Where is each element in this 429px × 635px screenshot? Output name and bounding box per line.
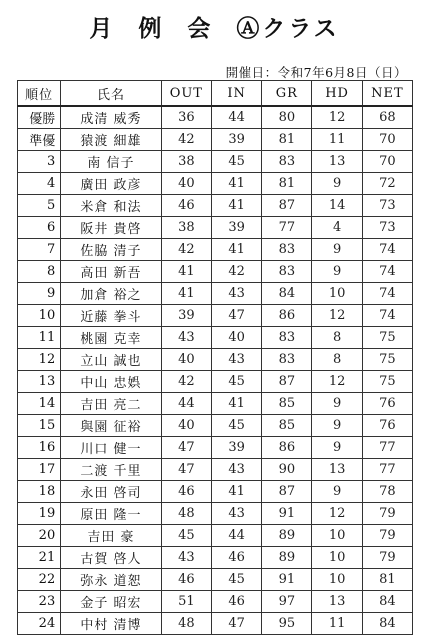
table-row (18, 349, 413, 371)
table-row (18, 327, 413, 349)
cell-name: 南 信子 (61, 151, 162, 173)
cell-rank: 19 (18, 503, 61, 525)
header-out: OUT (161, 81, 211, 107)
cell-rank: 準優 (18, 129, 61, 151)
cell-gr: 91 (262, 503, 312, 525)
header-name: 氏名 (61, 81, 162, 107)
cell-out: 39 (161, 305, 211, 327)
cell-out: 47 (161, 459, 211, 481)
header-row (18, 81, 413, 107)
cell-in: 47 (211, 305, 261, 327)
cell-gr: 77 (262, 217, 312, 239)
table-row (18, 173, 413, 195)
cell-gr: 83 (262, 261, 312, 283)
cell-name: 近藤 拳斗 (61, 305, 162, 327)
cell-gr: 89 (262, 547, 312, 569)
cell-name: 立山 誠也 (61, 349, 162, 371)
cell-net: 74 (362, 305, 412, 327)
table-row (18, 481, 413, 503)
cell-in: 45 (211, 415, 261, 437)
cell-net: 74 (362, 283, 412, 305)
cell-hd: 4 (312, 217, 362, 239)
table-row (18, 283, 413, 305)
cell-in: 46 (211, 547, 261, 569)
cell-hd: 14 (312, 195, 362, 217)
table-row (18, 217, 413, 239)
cell-net: 77 (362, 437, 412, 459)
cell-rank: 18 (18, 481, 61, 503)
cell-name: 金子 昭宏 (61, 591, 162, 613)
table-row (18, 525, 413, 547)
cell-gr: 83 (262, 349, 312, 371)
cell-hd: 9 (312, 173, 362, 195)
cell-out: 40 (161, 349, 211, 371)
cell-rank: 23 (18, 591, 61, 613)
cell-name: 吉田 豪 (61, 525, 162, 547)
cell-out: 48 (161, 613, 211, 635)
cell-in: 40 (211, 327, 261, 349)
cell-out: 48 (161, 503, 211, 525)
cell-in: 41 (211, 239, 261, 261)
cell-rank: 20 (18, 525, 61, 547)
table-row (18, 613, 413, 635)
cell-name: 高田 新吾 (61, 261, 162, 283)
cell-rank: 22 (18, 569, 61, 591)
cell-hd: 8 (312, 349, 362, 371)
cell-rank: 16 (18, 437, 61, 459)
cell-net: 75 (362, 371, 412, 393)
cell-net: 76 (362, 415, 412, 437)
cell-hd: 12 (312, 305, 362, 327)
cell-rank: 13 (18, 371, 61, 393)
cell-hd: 9 (312, 261, 362, 283)
cell-rank: 15 (18, 415, 61, 437)
table-row (18, 129, 413, 151)
cell-out: 46 (161, 569, 211, 591)
cell-out: 43 (161, 327, 211, 349)
cell-gr: 87 (262, 371, 312, 393)
cell-net: 70 (362, 129, 412, 151)
cell-net: 84 (362, 613, 412, 635)
cell-name: 吉田 亮二 (61, 393, 162, 415)
cell-gr: 83 (262, 151, 312, 173)
cell-in: 46 (211, 591, 261, 613)
table-row (18, 591, 413, 613)
header-rank: 順位 (18, 81, 61, 107)
cell-name: 中村 清博 (61, 613, 162, 635)
table-row (18, 305, 413, 327)
cell-hd: 9 (312, 393, 362, 415)
cell-rank: 9 (18, 283, 61, 305)
cell-name: 桃園 克幸 (61, 327, 162, 349)
title-text: 月 例 会 (89, 15, 220, 42)
cell-hd: 13 (312, 591, 362, 613)
cell-in: 47 (211, 613, 261, 635)
cell-gr: 80 (262, 106, 312, 129)
cell-name: 阪井 貴啓 (61, 217, 162, 239)
cell-out: 41 (161, 283, 211, 305)
results-body (18, 106, 413, 635)
cell-gr: 89 (262, 525, 312, 547)
cell-name: 佐脇 清子 (61, 239, 162, 261)
cell-out: 43 (161, 547, 211, 569)
event-date: 開催日：令和7年6月8日（日） (225, 65, 407, 80)
cell-name: 弥永 道恕 (61, 569, 162, 591)
cell-hd: 9 (312, 239, 362, 261)
table-row (18, 415, 413, 437)
cell-net: 79 (362, 547, 412, 569)
table-row (18, 195, 413, 217)
cell-rank: 10 (18, 305, 61, 327)
cell-rank: 21 (18, 547, 61, 569)
cell-net: 73 (362, 195, 412, 217)
cell-in: 45 (211, 371, 261, 393)
cell-net: 70 (362, 151, 412, 173)
cell-net: 79 (362, 503, 412, 525)
page-title (0, 10, 429, 43)
class-label: Ⓐクラス (236, 15, 340, 42)
cell-in: 41 (211, 481, 261, 503)
table-row (18, 239, 413, 261)
cell-out: 41 (161, 261, 211, 283)
cell-rank: 17 (18, 459, 61, 481)
cell-in: 41 (211, 393, 261, 415)
cell-out: 38 (161, 151, 211, 173)
cell-gr: 95 (262, 613, 312, 635)
cell-in: 39 (211, 217, 261, 239)
cell-name: 川口 健一 (61, 437, 162, 459)
cell-in: 39 (211, 437, 261, 459)
cell-in: 43 (211, 283, 261, 305)
cell-net: 68 (362, 106, 412, 129)
cell-rank: 優勝 (18, 106, 61, 129)
cell-net: 74 (362, 261, 412, 283)
cell-net: 72 (362, 173, 412, 195)
cell-name: 古賀 啓人 (61, 547, 162, 569)
cell-out: 46 (161, 195, 211, 217)
cell-out: 38 (161, 217, 211, 239)
cell-net: 79 (362, 525, 412, 547)
cell-name: 廣田 政彦 (61, 173, 162, 195)
table-row (18, 503, 413, 525)
cell-rank: 5 (18, 195, 61, 217)
cell-hd: 10 (312, 547, 362, 569)
cell-name: 原田 隆一 (61, 503, 162, 525)
table-row (18, 393, 413, 415)
cell-in: 42 (211, 261, 261, 283)
table-row (18, 151, 413, 173)
cell-rank: 6 (18, 217, 61, 239)
cell-out: 40 (161, 415, 211, 437)
cell-gr: 85 (262, 393, 312, 415)
cell-gr: 87 (262, 481, 312, 503)
cell-rank: 11 (18, 327, 61, 349)
cell-in: 45 (211, 569, 261, 591)
cell-name: 成清 威秀 (61, 106, 162, 129)
table-row (18, 371, 413, 393)
cell-net: 74 (362, 239, 412, 261)
cell-hd: 11 (312, 613, 362, 635)
cell-name: 猿渡 細雄 (61, 129, 162, 151)
header-net: NET (362, 81, 412, 107)
cell-hd: 12 (312, 106, 362, 129)
cell-gr: 81 (262, 173, 312, 195)
cell-name: 米倉 和法 (61, 195, 162, 217)
cell-net: 75 (362, 349, 412, 371)
cell-rank: 12 (18, 349, 61, 371)
cell-in: 45 (211, 151, 261, 173)
cell-rank: 8 (18, 261, 61, 283)
results-table (17, 80, 413, 635)
table-row (18, 261, 413, 283)
cell-in: 41 (211, 173, 261, 195)
cell-net: 76 (362, 393, 412, 415)
cell-gr: 87 (262, 195, 312, 217)
cell-hd: 10 (312, 525, 362, 547)
cell-gr: 86 (262, 305, 312, 327)
table-row (18, 437, 413, 459)
cell-out: 45 (161, 525, 211, 547)
cell-gr: 83 (262, 327, 312, 349)
header-in: IN (211, 81, 261, 107)
cell-gr: 86 (262, 437, 312, 459)
cell-name: 二渡 千里 (61, 459, 162, 481)
cell-in: 44 (211, 525, 261, 547)
cell-gr: 97 (262, 591, 312, 613)
cell-hd: 13 (312, 459, 362, 481)
cell-hd: 8 (312, 327, 362, 349)
cell-hd: 10 (312, 283, 362, 305)
header-hd: HD (312, 81, 362, 107)
cell-net: 81 (362, 569, 412, 591)
cell-gr: 81 (262, 129, 312, 151)
table-row (18, 547, 413, 569)
table-row (18, 106, 413, 129)
cell-rank: 24 (18, 613, 61, 635)
cell-in: 43 (211, 349, 261, 371)
cell-in: 39 (211, 129, 261, 151)
cell-gr: 83 (262, 239, 312, 261)
cell-out: 40 (161, 173, 211, 195)
cell-hd: 12 (312, 503, 362, 525)
cell-rank: 3 (18, 151, 61, 173)
cell-hd: 9 (312, 481, 362, 503)
cell-name: 與園 征裕 (61, 415, 162, 437)
cell-out: 42 (161, 239, 211, 261)
cell-hd: 11 (312, 129, 362, 151)
cell-gr: 84 (262, 283, 312, 305)
cell-out: 36 (161, 106, 211, 129)
cell-in: 41 (211, 195, 261, 217)
table-row (18, 459, 413, 481)
cell-out: 42 (161, 371, 211, 393)
cell-net: 84 (362, 591, 412, 613)
cell-name: 加倉 裕之 (61, 283, 162, 305)
cell-hd: 13 (312, 151, 362, 173)
cell-hd: 9 (312, 415, 362, 437)
cell-out: 42 (161, 129, 211, 151)
cell-in: 43 (211, 503, 261, 525)
cell-rank: 7 (18, 239, 61, 261)
header-gr: GR (262, 81, 312, 107)
cell-hd: 10 (312, 569, 362, 591)
cell-in: 44 (211, 106, 261, 129)
cell-net: 75 (362, 327, 412, 349)
cell-out: 44 (161, 393, 211, 415)
cell-name: 中山 忠娯 (61, 371, 162, 393)
cell-rank: 4 (18, 173, 61, 195)
cell-hd: 12 (312, 371, 362, 393)
cell-rank: 14 (18, 393, 61, 415)
cell-out: 47 (161, 437, 211, 459)
table-row (18, 569, 413, 591)
cell-out: 46 (161, 481, 211, 503)
cell-name: 永田 啓司 (61, 481, 162, 503)
cell-out: 51 (161, 591, 211, 613)
cell-gr: 91 (262, 569, 312, 591)
cell-gr: 90 (262, 459, 312, 481)
cell-net: 73 (362, 217, 412, 239)
cell-hd: 9 (312, 437, 362, 459)
cell-gr: 85 (262, 415, 312, 437)
cell-in: 43 (211, 459, 261, 481)
cell-net: 78 (362, 481, 412, 503)
cell-net: 77 (362, 459, 412, 481)
